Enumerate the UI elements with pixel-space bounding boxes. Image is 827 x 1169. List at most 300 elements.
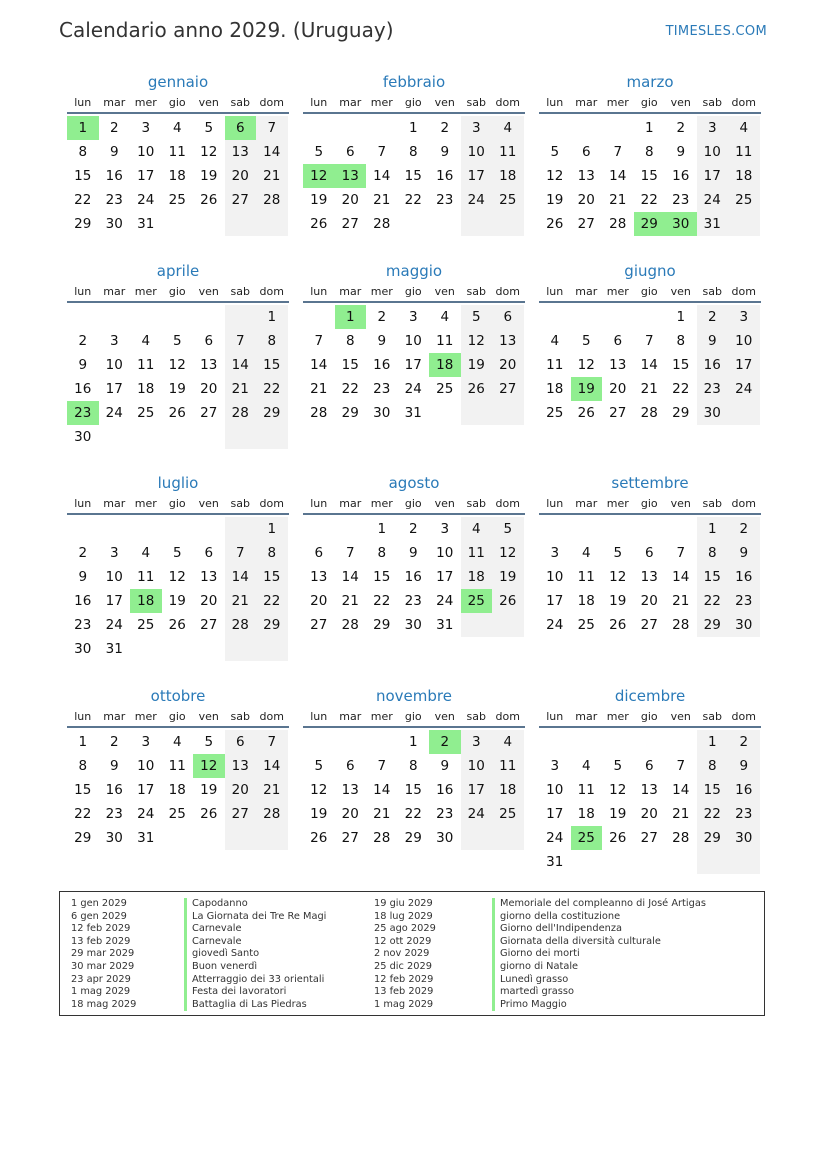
weekday-label: sab: [702, 285, 722, 298]
weekday-label: lun: [546, 285, 564, 298]
day-cell: 2: [78, 545, 88, 561]
weekday-label: gio: [404, 710, 422, 723]
day-cell: 2: [728, 730, 760, 754]
day-cell: 18: [137, 381, 155, 397]
day-cell: 22: [404, 806, 422, 822]
day-cell: 2: [440, 120, 450, 136]
day-cell: 6: [345, 144, 355, 160]
empty-cell: [539, 517, 571, 541]
legend-date: 12 feb 2029: [374, 973, 434, 985]
weekday-label: mar: [575, 96, 598, 109]
weekday-label: lun: [74, 497, 92, 510]
day-cell: 25: [436, 381, 454, 397]
legend-date: 30 mar 2029: [71, 960, 135, 972]
weekday-label: mar: [103, 497, 126, 510]
day-cell: 13: [200, 569, 218, 585]
day-cell: 31: [546, 854, 564, 870]
weekday-label: sab: [702, 96, 722, 109]
weekday-label: gio: [404, 96, 422, 109]
day-cell: 8: [697, 541, 729, 565]
day-cell: 30: [74, 641, 92, 657]
legend-holiday-name: Lunedì grasso: [492, 974, 706, 987]
day-cell: 25: [492, 188, 524, 212]
day-cell: 24: [436, 593, 454, 609]
day-cell: 1: [67, 116, 99, 140]
day-cell: 3: [550, 545, 560, 561]
day-cell: 17: [697, 164, 729, 188]
day-cell: 6: [644, 758, 654, 774]
weekday-label: ven: [434, 497, 455, 510]
day-cell: 1: [697, 517, 729, 541]
month-name: aprile: [156, 262, 200, 280]
weekday-label: lun: [310, 710, 328, 723]
day-cell: 22: [697, 802, 729, 826]
weekday-label: sab: [230, 285, 250, 298]
day-cell: 18: [429, 353, 461, 377]
day-cell: 26: [200, 806, 218, 822]
day-cell: 1: [697, 730, 729, 754]
weekday-label: gio: [404, 285, 422, 298]
day-cell: 29: [404, 830, 422, 846]
day-cell: 12: [310, 782, 328, 798]
day-cell: 26: [200, 192, 218, 208]
empty-cell: [193, 212, 225, 236]
days-grid: [303, 730, 525, 850]
day-cell: 23: [436, 192, 454, 208]
day-cell: 14: [672, 569, 690, 585]
day-cell: 28: [672, 830, 690, 846]
day-cell: 31: [137, 216, 155, 232]
day-cell: 9: [728, 541, 760, 565]
legend-holiday-name: Battaglia di Las Piedras: [184, 999, 326, 1012]
day-cell: 2: [78, 333, 88, 349]
day-cell: 21: [640, 381, 658, 397]
weekday-label: ven: [670, 96, 691, 109]
day-cell: 3: [461, 116, 493, 140]
days-grid: [539, 730, 761, 874]
day-cell: 16: [436, 782, 454, 798]
day-cell: 24: [461, 802, 493, 826]
weekday-label: mar: [575, 710, 598, 723]
weekday-label: lun: [546, 96, 564, 109]
day-cell: 11: [137, 357, 155, 373]
month-marzo: [539, 72, 761, 236]
day-cell: 26: [609, 617, 627, 633]
day-cell: 19: [461, 353, 493, 377]
day-cell: 23: [67, 401, 99, 425]
empty-cell: [665, 517, 697, 541]
weekday-label: gio: [640, 710, 658, 723]
weekday-label: lun: [310, 96, 328, 109]
empty-cell: [225, 637, 257, 661]
weekday-label: mer: [134, 710, 157, 723]
weekday-label: mer: [370, 710, 393, 723]
day-cell: 6: [644, 545, 654, 561]
weekday-label: dom: [731, 710, 756, 723]
legend-holiday-name: Giorno dell'Indipendenza: [492, 923, 706, 936]
day-cell: 19: [609, 593, 627, 609]
days-grid: [539, 116, 761, 236]
day-cell: 19: [571, 377, 603, 401]
day-cell: 26: [461, 377, 493, 401]
day-cell: 11: [577, 569, 595, 585]
weekday-header: [303, 283, 525, 303]
day-cell: 3: [461, 730, 493, 754]
weekday-label: mer: [370, 96, 393, 109]
day-cell: 13: [640, 782, 658, 798]
days-grid: [67, 517, 289, 661]
day-cell: 17: [461, 778, 493, 802]
day-cell: 13: [225, 140, 257, 164]
day-cell: 30: [373, 405, 391, 421]
weekday-label: mer: [134, 96, 157, 109]
day-cell: 3: [109, 545, 119, 561]
day-cell: 2: [377, 309, 387, 325]
day-cell: 4: [172, 734, 182, 750]
day-cell: 14: [640, 357, 658, 373]
day-cell: 29: [697, 613, 729, 637]
month-name: maggio: [385, 262, 443, 280]
empty-cell: [539, 730, 571, 754]
day-cell: 29: [74, 830, 92, 846]
empty-cell: [225, 425, 257, 449]
day-cell: 28: [373, 216, 391, 232]
day-cell: 4: [172, 120, 182, 136]
weekday-label: mer: [606, 497, 629, 510]
weekday-header: [539, 283, 761, 303]
day-cell: 30: [436, 830, 454, 846]
weekday-label: lun: [310, 497, 328, 510]
day-cell: 8: [78, 144, 88, 160]
day-cell: 18: [577, 593, 595, 609]
day-cell: 29: [74, 216, 92, 232]
day-cell: 5: [581, 333, 591, 349]
day-cell: 26: [577, 405, 595, 421]
day-cell: 7: [314, 333, 324, 349]
day-cell: 29: [373, 617, 391, 633]
day-cell: 22: [404, 192, 422, 208]
brand-link[interactable]: TIMESLES.COM: [665, 24, 767, 39]
day-cell: 28: [225, 613, 257, 637]
month-name: gennaio: [147, 73, 209, 91]
legend-date: 2 nov 2029: [374, 948, 430, 960]
day-cell: 17: [546, 593, 564, 609]
day-cell: 4: [461, 517, 493, 541]
day-cell: 4: [581, 758, 591, 774]
day-cell: 22: [256, 589, 288, 613]
day-cell: 18: [168, 168, 186, 184]
month-agosto: [303, 473, 525, 637]
weekday-label: gio: [640, 497, 658, 510]
day-cell: 22: [373, 593, 391, 609]
day-cell: 30: [105, 216, 123, 232]
weekday-label: ven: [670, 497, 691, 510]
day-cell: 20: [310, 593, 328, 609]
day-cell: 28: [640, 405, 658, 421]
day-cell: 15: [74, 168, 92, 184]
day-cell: 20: [200, 593, 218, 609]
day-cell: 11: [728, 140, 760, 164]
day-cell: 21: [672, 593, 690, 609]
weekday-label: sab: [702, 710, 722, 723]
day-cell: 29: [697, 826, 729, 850]
day-cell: 15: [74, 782, 92, 798]
day-cell: 19: [168, 381, 186, 397]
day-cell: 14: [225, 353, 257, 377]
weekday-header: [67, 708, 289, 728]
day-cell: 25: [461, 589, 493, 613]
day-cell: 23: [436, 806, 454, 822]
day-cell: 20: [341, 192, 359, 208]
day-cell: 16: [436, 168, 454, 184]
empty-cell: [225, 212, 257, 236]
weekday-label: lun: [74, 96, 92, 109]
weekday-label: mer: [606, 710, 629, 723]
day-cell: 9: [109, 758, 119, 774]
day-cell: 12: [200, 144, 218, 160]
day-cell: 13: [341, 782, 359, 798]
day-cell: 9: [728, 754, 760, 778]
legend-right-dates: [374, 898, 436, 1011]
weekday-header: [67, 495, 289, 515]
day-cell: 15: [697, 565, 729, 589]
day-cell: 29: [341, 405, 359, 421]
weekday-label: ven: [670, 285, 691, 298]
day-cell: 6: [225, 116, 257, 140]
day-cell: 16: [373, 357, 391, 373]
day-cell: 30: [105, 830, 123, 846]
weekday-label: sab: [702, 497, 722, 510]
legend-date: 18 mag 2029: [71, 998, 137, 1010]
day-cell: 16: [728, 565, 760, 589]
empty-cell: [162, 637, 194, 661]
empty-cell: [697, 850, 729, 874]
empty-cell: [728, 850, 760, 874]
day-cell: 2: [429, 730, 461, 754]
day-cell: 12: [609, 782, 627, 798]
empty-cell: [303, 730, 335, 754]
day-cell: 8: [408, 144, 418, 160]
day-cell: 5: [492, 517, 524, 541]
holiday-legend: [59, 891, 765, 1016]
empty-cell: [193, 425, 225, 449]
day-cell: 5: [550, 144, 560, 160]
day-cell: 18: [492, 778, 524, 802]
day-cell: 6: [225, 730, 257, 754]
day-cell: 3: [440, 521, 450, 537]
weekday-label: sab: [466, 96, 486, 109]
day-cell: 28: [341, 617, 359, 633]
day-cell: 17: [137, 782, 155, 798]
day-cell: 25: [571, 826, 603, 850]
empty-cell: [728, 401, 760, 425]
day-cell: 15: [341, 357, 359, 373]
day-cell: 27: [200, 405, 218, 421]
day-cell: 3: [109, 333, 119, 349]
day-cell: 9: [440, 758, 450, 774]
legend-holiday-name: Memoriale del compleanno di José Artigas: [492, 898, 706, 911]
day-cell: 23: [697, 377, 729, 401]
empty-cell: [492, 401, 524, 425]
day-cell: 10: [404, 333, 422, 349]
day-cell: 4: [141, 545, 151, 561]
weekday-label: sab: [466, 497, 486, 510]
weekday-label: sab: [466, 710, 486, 723]
day-cell: 30: [728, 613, 760, 637]
day-cell: 20: [640, 806, 658, 822]
empty-cell: [99, 517, 131, 541]
day-cell: 7: [345, 545, 355, 561]
day-cell: 20: [577, 192, 595, 208]
day-cell: 27: [609, 405, 627, 421]
empty-cell: [162, 305, 194, 329]
day-cell: 22: [256, 377, 288, 401]
day-cell: 7: [676, 545, 686, 561]
weekday-label: dom: [259, 96, 284, 109]
legend-holiday-name: giovedì Santo: [184, 948, 326, 961]
day-cell: 21: [672, 806, 690, 822]
day-cell: 9: [676, 144, 686, 160]
day-cell: 10: [137, 758, 155, 774]
day-cell: 10: [728, 329, 760, 353]
day-cell: 24: [137, 192, 155, 208]
day-cell: 20: [341, 806, 359, 822]
weekday-label: mer: [370, 497, 393, 510]
day-cell: 8: [676, 333, 686, 349]
day-cell: 5: [461, 305, 493, 329]
legend-holiday-name: Buon venerdì: [184, 961, 326, 974]
day-cell: 14: [256, 754, 288, 778]
days-grid: [539, 517, 761, 637]
empty-cell: [67, 305, 99, 329]
day-cell: 21: [373, 192, 391, 208]
day-cell: 19: [546, 192, 564, 208]
page-title: Calendario anno 2029. (Uruguay): [59, 18, 394, 42]
day-cell: 24: [105, 617, 123, 633]
day-cell: 7: [676, 758, 686, 774]
day-cell: 13: [609, 357, 627, 373]
day-cell: 8: [408, 758, 418, 774]
empty-cell: [492, 212, 524, 236]
day-cell: 7: [613, 144, 623, 160]
day-cell: 23: [672, 192, 690, 208]
day-cell: 1: [78, 734, 88, 750]
day-cell: 25: [577, 617, 595, 633]
empty-cell: [130, 517, 162, 541]
legend-holiday-name: Carnevale: [184, 936, 326, 949]
day-cell: 12: [168, 569, 186, 585]
weekday-label: gio: [168, 96, 186, 109]
day-cell: 15: [373, 569, 391, 585]
day-cell: 22: [74, 806, 92, 822]
day-cell: 24: [404, 381, 422, 397]
day-cell: 13: [577, 168, 595, 184]
day-cell: 11: [461, 541, 493, 565]
day-cell: 23: [373, 381, 391, 397]
day-cell: 5: [613, 758, 623, 774]
empty-cell: [571, 517, 603, 541]
day-cell: 12: [609, 569, 627, 585]
day-cell: 4: [581, 545, 591, 561]
day-cell: 29: [634, 212, 666, 236]
empty-cell: [225, 305, 257, 329]
weekday-label: lun: [546, 497, 564, 510]
day-cell: 26: [492, 589, 524, 613]
day-cell: 20: [225, 164, 257, 188]
month-giugno: [539, 261, 761, 425]
day-cell: 31: [404, 405, 422, 421]
day-cell: 1: [335, 305, 367, 329]
empty-cell: [335, 116, 367, 140]
day-cell: 28: [256, 188, 288, 212]
day-cell: 18: [168, 782, 186, 798]
empty-cell: [162, 517, 194, 541]
legend-date: 29 mar 2029: [71, 948, 135, 960]
empty-cell: [602, 116, 634, 140]
month-name: settembre: [611, 474, 689, 492]
weekday-header: [303, 708, 525, 728]
day-cell: 17: [105, 593, 123, 609]
day-cell: 15: [640, 168, 658, 184]
day-cell: 6: [204, 333, 214, 349]
day-cell: 8: [256, 541, 288, 565]
month-name: marzo: [626, 73, 674, 91]
day-cell: 16: [728, 778, 760, 802]
day-cell: 28: [225, 401, 257, 425]
day-cell: 27: [577, 216, 595, 232]
month-name: giugno: [624, 262, 676, 280]
day-cell: 12: [546, 168, 564, 184]
day-cell: 25: [168, 806, 186, 822]
legend-date: 12 feb 2029: [71, 923, 131, 935]
day-cell: 18: [492, 164, 524, 188]
month-name: luglio: [157, 474, 199, 492]
day-cell: 24: [728, 377, 760, 401]
weekday-label: ven: [198, 285, 219, 298]
day-cell: 13: [310, 569, 328, 585]
day-cell: 24: [105, 405, 123, 421]
day-cell: 23: [74, 617, 92, 633]
day-cell: 4: [492, 116, 524, 140]
weekday-label: dom: [259, 285, 284, 298]
month-name: ottobre: [150, 687, 206, 705]
day-cell: 10: [105, 357, 123, 373]
day-cell: 23: [404, 593, 422, 609]
weekday-label: sab: [466, 285, 486, 298]
empty-cell: [256, 425, 288, 449]
day-cell: 23: [728, 802, 760, 826]
day-cell: 11: [577, 782, 595, 798]
day-cell: 12: [461, 329, 493, 353]
legend-holiday-name: martedì grasso: [492, 986, 706, 999]
weekday-label: gio: [168, 285, 186, 298]
day-cell: 11: [137, 569, 155, 585]
day-cell: 11: [546, 357, 564, 373]
day-cell: 6: [581, 144, 591, 160]
day-cell: 17: [105, 381, 123, 397]
day-cell: 19: [310, 806, 328, 822]
empty-cell: [461, 826, 493, 850]
day-cell: 21: [373, 806, 391, 822]
legend-date: 13 feb 2029: [71, 935, 131, 947]
day-cell: 24: [697, 188, 729, 212]
day-cell: 29: [256, 613, 288, 637]
empty-cell: [539, 116, 571, 140]
day-cell: 1: [408, 734, 418, 750]
day-cell: 21: [256, 164, 288, 188]
day-cell: 18: [546, 381, 564, 397]
day-cell: 16: [105, 168, 123, 184]
